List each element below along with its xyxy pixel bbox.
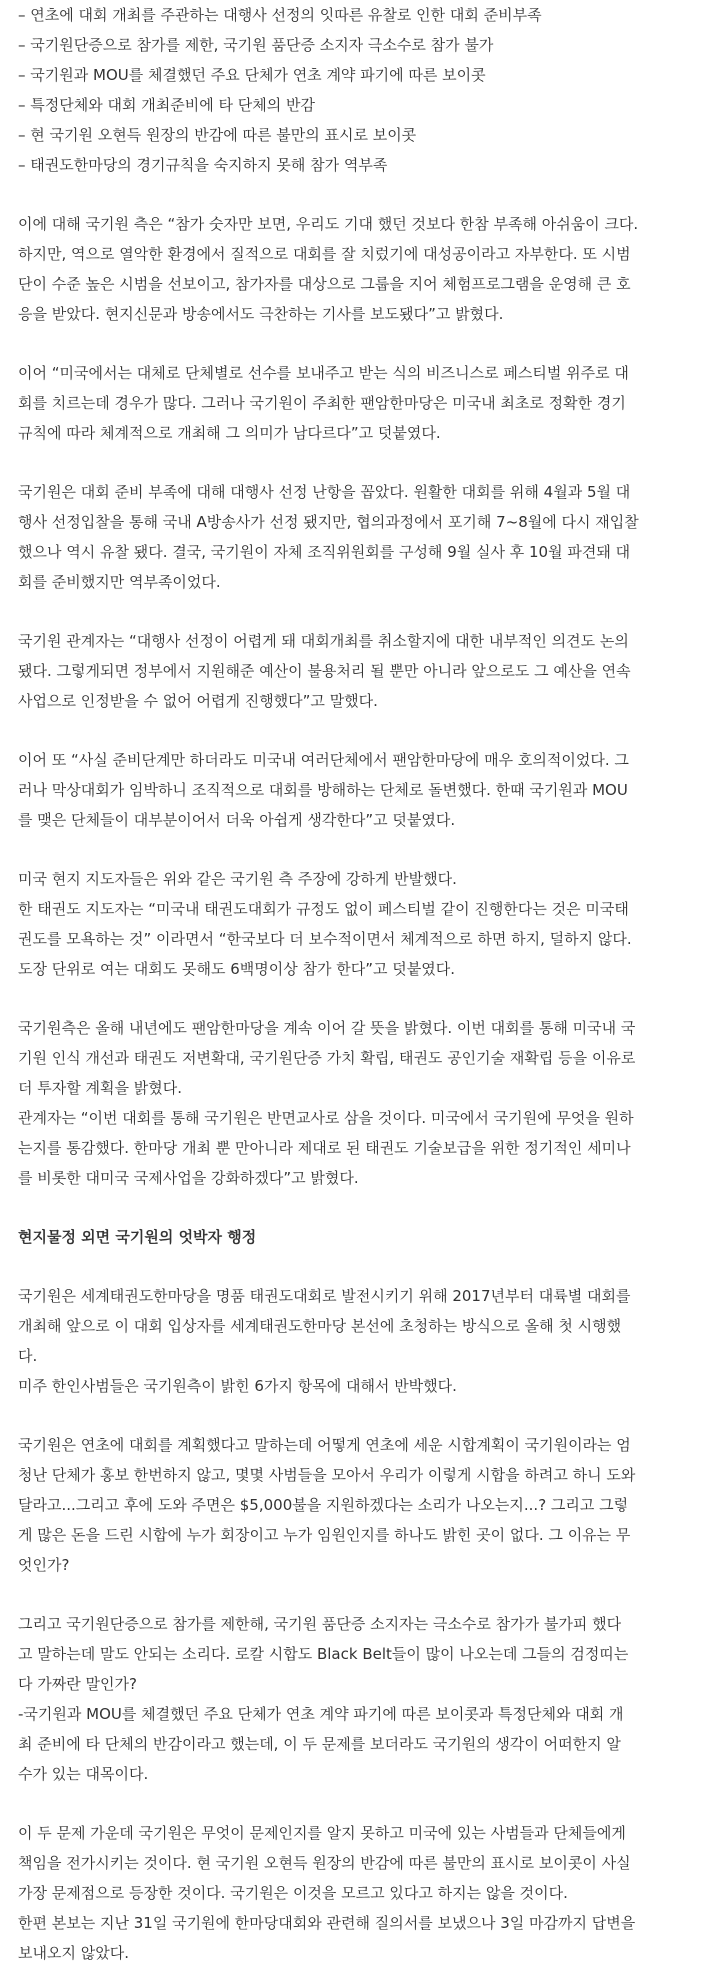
paragraph-line: 를 비롯한 대미국 국제사업을 강화하겠다”고 밝혔다. — [18, 1169, 359, 1187]
issue-item: – 현 국기원 오현득 원장의 반감에 따른 불만의 표시로 보이콧 — [18, 126, 417, 144]
paragraph — [18, 745, 681, 835]
paragraph-line: 행사 선정입찰을 통해 국내 A방송사가 선정 됐지만, 협의과정에서 포기해 7~8월에 다시 재입찰 — [18, 513, 639, 531]
paragraph — [18, 358, 681, 448]
paragraph-line: 회를 준비했지만 역부족이었다. — [18, 573, 221, 591]
paragraph-line: 고 말하는데 말도 안되는 소리다. 로칼 시합도 Black Belt들이 많이 나오는데 그들의 검정띠는 — [18, 1645, 629, 1663]
paragraph-line: 엇인가? — [18, 1556, 70, 1574]
paragraph-line: 이어 “미국에서는 대체로 단체별로 선수를 보내주고 받는 식의 비즈니스로 페스티벌 위주로 대 — [18, 364, 629, 382]
paragraph-line: 그리고 국기원단증으로 참가를 제한해, 국기원 품단증 소지자는 극소수로 참가가 불가피 했다 — [18, 1615, 622, 1633]
paragraph-line: 국기원 관계자는 “대행사 선정이 어렵게 돼 대회개최를 취소할지에 대한 내부적인 의견도 논의 — [18, 632, 629, 650]
paragraph-line: 개최해 앞으로 이 대회 입상자를 세계태권도한마당 본선에 초청하는 방식으로 올해 첫 시행했 — [18, 1317, 622, 1335]
paragraph-line: 더 투자할 계획을 밝혔다. — [18, 1079, 182, 1097]
paragraph-line: 청난 단체가 홍보 한번하지 않고, 몇몇 사범들을 모아서 우리가 이렇게 시합을 하려고 하니 도와 — [18, 1466, 636, 1484]
issue-item: – 연초에 대회 개최를 주관하는 대행사 선정의 잇따른 유찰로 인한 대회 준비부족 — [18, 6, 542, 24]
paragraph — [18, 1430, 681, 1580]
issue-item: – 태권도한마당의 경기규칙을 숙지하지 못해 참가 역부족 — [18, 156, 388, 174]
paragraph-line: 회를 치르는데 경우가 많다. 그러나 국기원이 주최한 팬암한마당은 미국내 최초로 정확한 경기 — [18, 394, 626, 412]
paragraph-line: 권도를 모욕하는 것” 이라면서 “한국보다 더 보수적이면서 체계적으로 하면 하지, 덜하지 않다. — [18, 930, 632, 948]
paragraph-line: 보내오지 않았다. — [18, 1944, 129, 1962]
paragraph-line: 사업으로 인정받을 수 없어 어렵게 진행했다”고 말했다. — [18, 692, 378, 710]
paragraph-line: 했으나 역시 유찰 됐다. 결국, 국기원이 자체 조직위원회를 구성해 9월 실사 후 10월 파견돼 대 — [18, 543, 631, 561]
paragraph — [18, 1818, 681, 1968]
paragraph-line: 미주 한인사범들은 국기원측이 밝힌 6가지 항목에 대해서 반박했다. — [18, 1377, 457, 1395]
paragraph-line: 하지만, 역으로 열악한 환경에서 질적으로 대회를 잘 치렀기에 대성공이라고 자부한다. 또 시범 — [18, 245, 631, 263]
paragraph-line: 를 맺은 단체들이 대부분이어서 더욱 아쉽게 생각한다”고 덧붙였다. — [18, 811, 456, 829]
paragraph — [18, 209, 681, 329]
paragraph-line: -국기원과 MOU를 체결했던 주요 단체가 연초 계약 파기에 따른 보이콧과 특정단체와 대회 개 — [18, 1705, 624, 1723]
paragraph-line: 응을 받았다. 현지신문과 방송에서도 극찬하는 기사를 보도됐다”고 밝혔다. — [18, 305, 504, 323]
paragraph-line: 다. — [18, 1347, 38, 1365]
paragraph-line: 다 가짜란 말인가? — [18, 1675, 137, 1693]
paragraph-line: 국기원은 연초에 대회를 계획했다고 말하는데 어떻게 연초에 세운 시합계획이 국기원이라는 엄 — [18, 1436, 631, 1454]
paragraph-line: 도장 단위로 여는 대회도 못해도 6백명이상 참가 한다”고 덧붙였다. — [18, 960, 455, 978]
paragraph — [18, 1609, 681, 1789]
paragraph-line: 이 두 문제 가운데 국기원은 무엇이 문제인지를 알지 못하고 미국에 있는 사범들과 단체들에게 — [18, 1824, 626, 1842]
paragraph — [18, 864, 681, 984]
paragraph-line: 한편 본보는 지난 31일 국기원에 한마당대회와 관련해 질의서를 보냈으나 3일 마감까지 답변을 — [18, 1914, 636, 1932]
paragraph-line: 러나 막상대회가 임박하니 조직적으로 대회를 방해하는 단체로 돌변했다. 한때 국기원과 MOU — [18, 781, 628, 799]
paragraph-line: 단이 수준 높은 시범을 선보이고, 참가자를 대상으로 그룹을 지어 체험프로그램을 운영해 큰 호 — [18, 275, 631, 293]
paragraph — [18, 477, 681, 597]
paragraph-group-1 — [18, 209, 681, 1193]
paragraph-line: 기원 인식 개선과 태권도 저변확대, 국기원단증 가치 확립, 태권도 공인기술 재확립 등을 이유로 — [18, 1049, 636, 1067]
paragraph-line: 이에 대해 국기원 측은 “참가 숫자만 보면, 우리도 기대 했던 것보다 한참 부족해 아쉬움이 크다. — [18, 215, 639, 233]
paragraph-line: 책임을 전가시키는 것이다. 현 국기원 오현득 원장의 반감에 따른 불만의 표시로 보이콧이 사실 — [18, 1854, 631, 1872]
paragraph — [18, 1013, 681, 1193]
paragraph-line: 국기원측은 올해 내년에도 팬암한마당을 계속 이어 갈 뜻을 밝혔다. 이번 대회를 통해 미국내 국 — [18, 1019, 636, 1037]
paragraph-line: 규칙에 따라 체계적으로 개최해 그 의미가 남다르다”고 덧붙였다. — [18, 424, 441, 442]
issue-item: – 국기원단증으로 참가를 제한, 국기원 품단증 소지자 극소수로 참가 불가 — [18, 36, 494, 54]
paragraph-line: 미국 현지 지도자들은 위와 같은 국기원 측 주장에 강하게 반발했다. — [18, 870, 457, 888]
paragraph-line: 국기원은 대회 준비 부족에 대해 대행사 선정 난항을 꼽았다. 원활한 대회를 위해 4월과 5월 대 — [18, 483, 631, 501]
paragraph-line: 관계자는 “이번 대회를 통해 국기원은 반면교사로 삼을 것이다. 미국에서 국기원에 무엇을 원하 — [18, 1109, 634, 1127]
paragraph-line: 는지를 통감했다. 한마당 개최 뿐 만아니라 제대로 된 태권도 기술보급을 위한 정기적인 세미나 — [18, 1139, 631, 1157]
paragraph-line: 이어 또 “사실 준비단계만 하더라도 미국내 여러단체에서 팬암한마당에 매우 호의적이었다. 그 — [18, 751, 629, 769]
paragraph-line: 최 준비에 타 단체의 반감이라고 했는데, 이 두 문제를 보더라도 국기원의 생각이 어떠한지 알 — [18, 1735, 621, 1753]
section-heading: 현지물정 외면 국기원의 엇박자 행정 — [18, 1228, 257, 1246]
paragraph — [18, 626, 681, 716]
paragraph-line: 가장 문제점으로 등장한 것이다. 국기원은 이것을 모르고 있다고 하지는 않을 것이다. — [18, 1884, 568, 1902]
paragraph — [18, 1281, 681, 1401]
issue-item: – 특정단체와 대회 개최준비에 타 단체의 반감 — [18, 96, 315, 114]
paragraph-line: 수가 있는 대목이다. — [18, 1765, 149, 1783]
issue-item: – 국기원과 MOU를 체결했던 주요 단체가 연초 계약 파기에 따른 보이콧 — [18, 66, 486, 84]
paragraph-group-2 — [18, 1281, 681, 1968]
paragraph-line: 달라고...그리고 후에 도와 주면은 $5,000불을 지원하겠다는 소리가 나오는지...? 그리고 그렇 — [18, 1496, 629, 1514]
issue-list — [18, 0, 681, 180]
paragraph-line: 국기원은 세계태권도한마당을 명품 태권도대회로 발전시키기 위해 2017년부터 대륙별 대회를 — [18, 1287, 631, 1305]
paragraph-line: 됐다. 그렇게되면 정부에서 지원해준 예산이 불용처리 될 뿐만 아니라 앞으로도 그 예산을 연속 — [18, 662, 631, 680]
paragraph-line: 게 많은 돈을 드린 시합에 누가 회장이고 누가 임원인지를 하나도 밝힌 곳이 없다. 그 이유는 무 — [18, 1526, 631, 1544]
paragraph-line: 한 태권도 지도자는 “미국내 태권도대회가 규정도 없이 페스티벌 같이 진행한다는 것은 미국태 — [18, 900, 629, 918]
